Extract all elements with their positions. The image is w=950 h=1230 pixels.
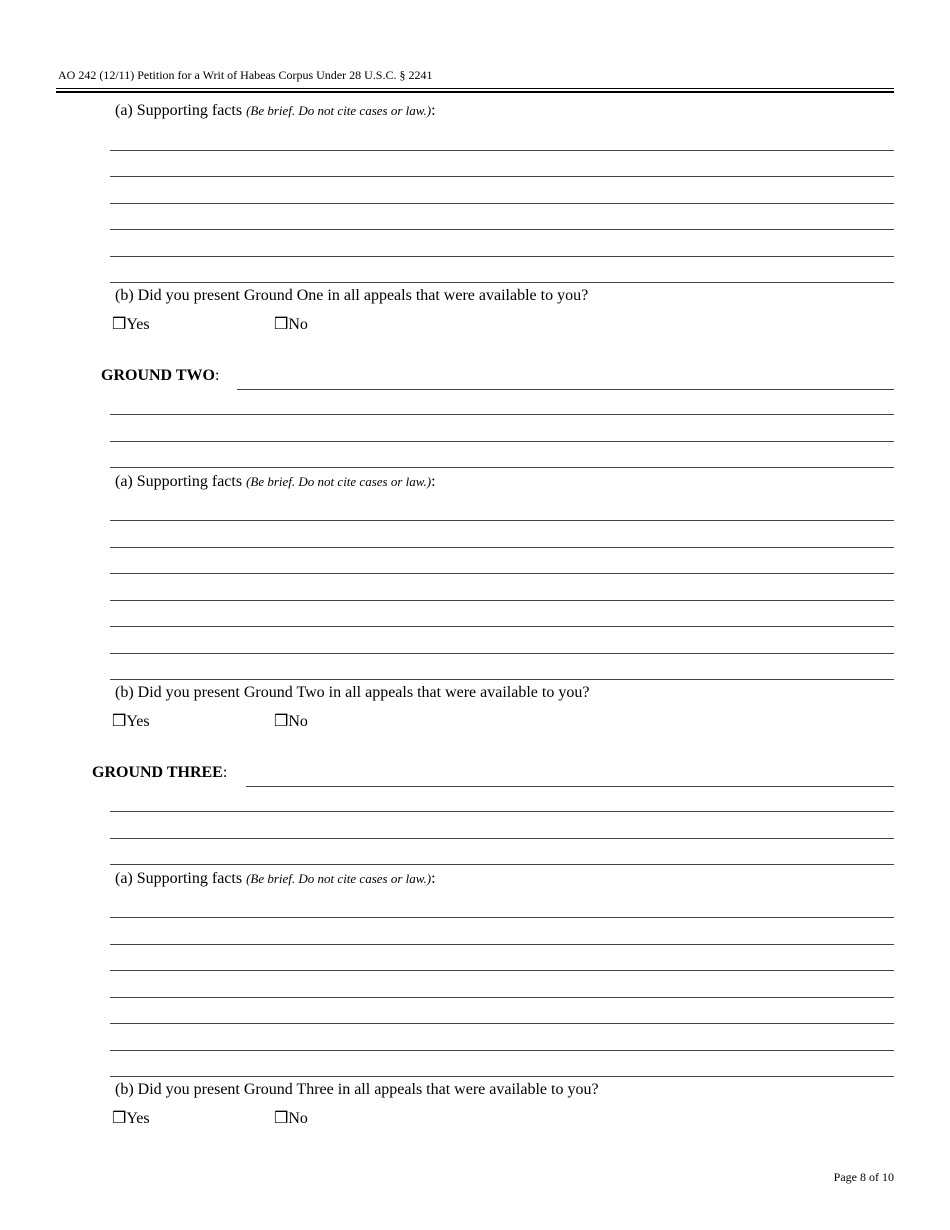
ground-one-yes-checkbox[interactable]: ❒Yes — [112, 316, 150, 333]
ground-three-facts-line[interactable] — [110, 1050, 894, 1051]
ground-three-field-line[interactable] — [110, 864, 894, 865]
ground-two-field-line[interactable] — [110, 467, 894, 468]
ground-two-facts-line[interactable] — [110, 679, 894, 680]
ground-three-heading: GROUND THREE: — [92, 764, 228, 781]
ground-two-facts-line[interactable] — [110, 600, 894, 601]
header-rule-thin — [56, 88, 894, 89]
ground-three-facts-line[interactable] — [110, 1076, 894, 1077]
ground-one-facts-line[interactable] — [110, 203, 894, 204]
ground-one-facts-line[interactable] — [110, 282, 894, 283]
ground-two-field-line[interactable] — [110, 441, 894, 442]
ground-three-supporting-facts-label: (a) Supporting facts (Be brief. Do not cite cases or law.): — [115, 870, 436, 887]
ground-two-appeals-question: (b) Did you present Ground Two in all appeals that were available to you? — [115, 684, 590, 701]
ground-two-supporting-facts-label: (a) Supporting facts (Be brief. Do not cite cases or law.): — [115, 473, 436, 490]
ground-two-no-checkbox[interactable]: ❒No — [274, 713, 308, 730]
ground-three-yes-checkbox[interactable]: ❒Yes — [112, 1110, 150, 1127]
ground-two-facts-line[interactable] — [110, 573, 894, 574]
ground-two-facts-line[interactable] — [110, 520, 894, 521]
ground-two-field-line[interactable] — [110, 414, 894, 415]
form-header-title: AO 242 (12/11) Petition for a Writ of Habeas Corpus Under 28 U.S.C. § 2241 — [58, 68, 433, 82]
ground-three-facts-line[interactable] — [110, 1023, 894, 1024]
ground-three-field-line[interactable] — [246, 786, 894, 787]
header-rule-thick — [56, 91, 894, 93]
ground-two-heading: GROUND TWO: — [101, 367, 220, 384]
ground-one-appeals-question: (b) Did you present Ground One in all appeals that were available to you? — [115, 287, 589, 304]
ground-two-field-line[interactable] — [237, 389, 894, 390]
ground-three-facts-line[interactable] — [110, 944, 894, 945]
ground-one-facts-line[interactable] — [110, 256, 894, 257]
ground-one-no-checkbox[interactable]: ❒No — [274, 316, 308, 333]
ground-one-facts-line[interactable] — [110, 176, 894, 177]
page-number: Page 8 of 10 — [833, 1170, 894, 1184]
ground-three-field-line[interactable] — [110, 838, 894, 839]
ground-three-appeals-question: (b) Did you present Ground Three in all appeals that were available to you? — [115, 1081, 599, 1098]
ground-two-yes-checkbox[interactable]: ❒Yes — [112, 713, 150, 730]
ground-three-facts-line[interactable] — [110, 917, 894, 918]
ground-two-facts-line[interactable] — [110, 547, 894, 548]
ground-three-no-checkbox[interactable]: ❒No — [274, 1110, 308, 1127]
ground-three-facts-line[interactable] — [110, 970, 894, 971]
ground-two-facts-line[interactable] — [110, 653, 894, 654]
ground-one-supporting-facts-label: (a) Supporting facts (Be brief. Do not cite cases or law.): — [115, 102, 436, 119]
ground-one-facts-line[interactable] — [110, 229, 894, 230]
ground-one-facts-line[interactable] — [110, 150, 894, 151]
ground-three-field-line[interactable] — [110, 811, 894, 812]
ground-three-facts-line[interactable] — [110, 997, 894, 998]
ground-two-facts-line[interactable] — [110, 626, 894, 627]
